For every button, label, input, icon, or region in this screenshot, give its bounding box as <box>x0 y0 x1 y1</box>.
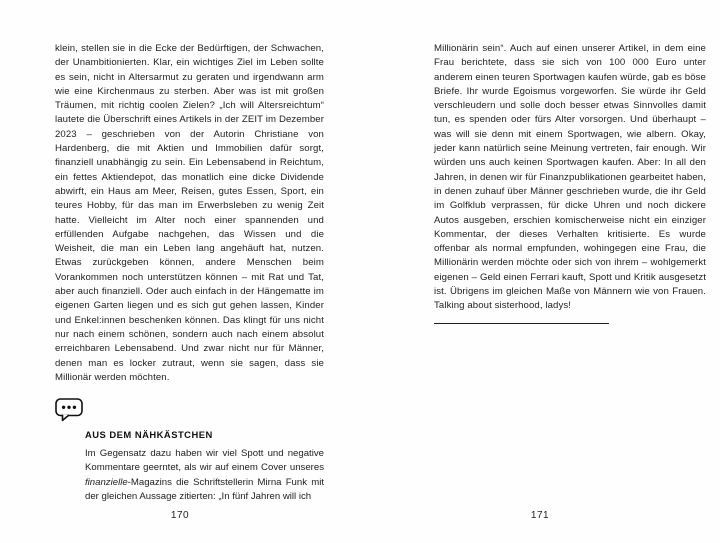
page-number-left: 170 <box>170 510 190 521</box>
page-number-right: 171 <box>530 510 550 521</box>
right-page-body-text: Millionärin sein“. Auch auf einen unserer Artikel, in dem eine Frau berichtete, dass sie sich von 100 000 Euro unter anderem einen teuren Sportwagen kaufen würde, gab es böse Briefe. Ihr wurde Egoismus vorgeworfen. Sie würde ihr Geld verschleudern und solle doch besser etwas Sinnvolles damit tun, es spenden oder fürs Alter vorsorgen. Und überhaupt – was will sie denn mit einem Sportwagen, wie albern. Okay, jeder kann natürlich seine Meinung vertreten, fair enough. Wir würden uns auch keinen Sportwagen kaufen. Aber: In all den Jahren, in denen wir für Finanzpublikationen gearbeitet haben, in denen zuhauf über Männer geschrieben wurde, die ihr Geld im Golfklub verprassen, für dicke Uhren und noch dickere Autos ausgeben, erschien komischerweise nicht ein einziger Kommentar, der dieses Verhalten kritisierte. Es wurde offenbar als normal empfunden, wohingegen eine Frau, die Millionärin werden möchte oder sich von ihrem – wohlgemerkt eigenen – Geld einen Ferrari kauft, Spott und Kritik ausgesetzt ist. Übrigens im gleichen Maße von Männern wie von Frauen. Talking about sisterhood, ladys! <box>434 43 706 312</box>
speech-bubble-ellipsis-icon <box>55 398 324 422</box>
right-page <box>434 42 706 324</box>
aside-text <box>85 447 324 504</box>
aside-text-after: -Magazins die Schriftstellerin Mirna Funk mit der gleichen Aussage zitierten: „In fünf Jahren will ich <box>85 476 324 503</box>
aside-heading: AUS DEM NÄHKÄSTCHEN <box>85 429 213 441</box>
aside-box <box>55 398 324 504</box>
aside-text-before: Im Gegensatz dazu haben wir viel Spott und negative Kommentare geerntet, als wir auf einem Cover unseres <box>85 448 324 474</box>
section-divider <box>434 323 609 324</box>
aside-content <box>85 429 324 504</box>
left-page-body-text: klein, stellen sie in die Ecke der Bedürftigen, der Schwachen, der Unambitionierten. Klar, ein wichtiges Ziel im Leben sollte es sein, nicht in Altersarmut zu geraten und irgendwann arm wie eine Kirchenmaus zu sterben. Aber was ist mit großen Träumen, mit richtig coolen Zielen? „Ich will Altersreichtum“ lautete die Überschrift eines Artikels in der ZEIT im Dezember 2023 – geschrieben von der Autorin Christiane von Hardenberg, die mit Aktien und Immobilien dafür sorgt, finanziell unabhängig zu sein. Ein Lebensabend in Reichtum, ein fettes Aktiendepot, das monatlich eine dicke Dividende abwirft, ein Haus am Meer, Reisen, gutes Essen, Sport, ein teures Hobby, für das man im Erwerbsleben zu wenig Zeit hatte. Vielleicht im Alter noch einer spannenden und erfüllenden Aufgabe nachgehen, das Wissen und die Weisheit, die man ein Leben lang angehäuft hat, nutzen. Etwas zurückgeben können, andere Menschen beim Vorankommen noch unterstützen können – mit Rat und Tat, aber auch finanziell. Oder auch einfach in der Hängematte im eigenen Garten liegen und es sich gut gehen lassen, Kinder und Enkel:innen beschenken können. Das klingt für uns nicht nur nach einem schönen, sondern auch nach einem absolut erreichbaren Lebensabend. Und zwar nicht nur für Männer, denen man es locker zutraut, wenn sie sagen, dass sie Millionär werden möchten. <box>55 43 324 383</box>
aside-text-italic: finanzielle <box>85 476 128 488</box>
left-page <box>55 42 324 504</box>
